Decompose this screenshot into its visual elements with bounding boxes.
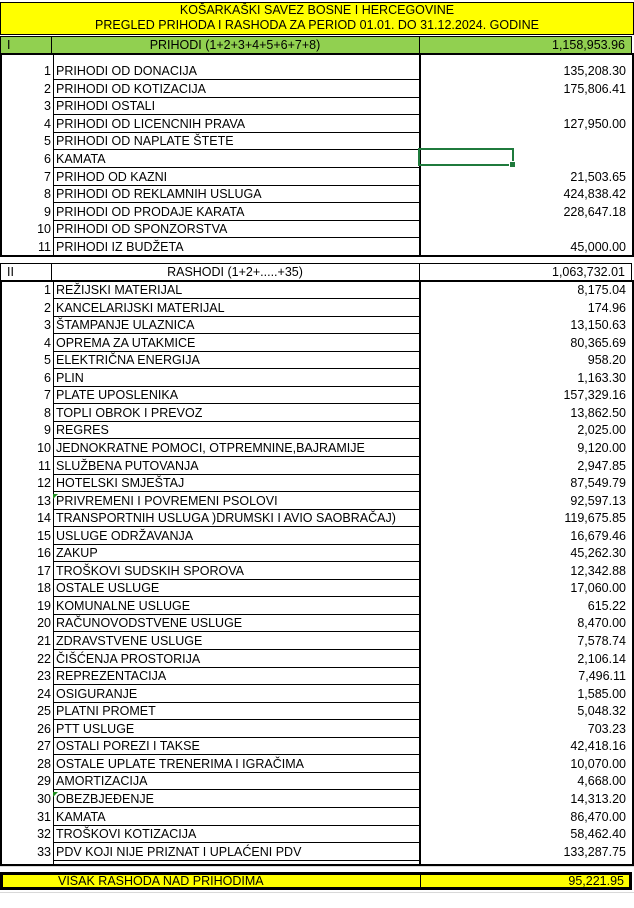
row-label: PRIHOD OD KAZNI <box>56 169 168 184</box>
row-label: TRANSPORTNIH USLUGA )DRUMSKI I AVIO SAOBRAČAJ) <box>56 511 396 526</box>
row-label: ELEKTRIČNA ENERGIJA <box>56 353 200 368</box>
col-divider <box>420 874 421 888</box>
row-label: OSTALI POREZI I TAKSE <box>56 739 200 754</box>
row-value: 45,262.30 <box>570 546 626 561</box>
row-number: 1 <box>44 64 51 78</box>
table-row[interactable] <box>2 98 632 115</box>
col-divider <box>51 264 52 280</box>
row-label: ZDRAVSTVENE USLUGE <box>56 634 203 648</box>
table-row[interactable] <box>2 703 632 720</box>
table-row[interactable] <box>2 809 632 826</box>
row-number: 9 <box>44 204 51 219</box>
table-row[interactable] <box>2 475 632 492</box>
row-label: KAMATA <box>56 152 106 166</box>
row-label: OSTALE USLUGE <box>56 581 160 596</box>
row-value: 14,313.20 <box>570 791 626 806</box>
row-value: 127,950.00 <box>563 116 626 131</box>
row-label: PRIHODI OD PRODAJE KARATA <box>56 204 245 219</box>
row-number: 5 <box>44 134 51 149</box>
table-row[interactable] <box>2 387 632 404</box>
table-row[interactable] <box>2 63 632 80</box>
row-value: 174.96 <box>587 300 626 315</box>
row-label: OPREMA ZA UTAKMICE <box>56 335 196 350</box>
row-label: SLUŽBENA PUTOVANJA <box>56 458 199 473</box>
row-number: 5 <box>44 353 51 368</box>
table-row[interactable] <box>2 791 632 808</box>
row-label: PLATE UPOSLENIKA <box>56 388 179 403</box>
row-number: 10 <box>37 222 51 237</box>
row-number: 33 <box>37 844 51 859</box>
table-row[interactable] <box>2 773 632 790</box>
row-value: 17,060.00 <box>570 581 626 596</box>
row-number: 8 <box>44 187 51 202</box>
row-number: 7 <box>44 169 51 184</box>
table-row[interactable] <box>2 204 632 221</box>
row-value: 9,120.00 <box>577 440 626 455</box>
gridline <box>0 892 634 893</box>
row-value: 958.20 <box>587 353 626 368</box>
row-label: OSTALE UPLATE TRENERIMA I IGRAČIMA <box>56 756 304 771</box>
table-row[interactable] <box>2 615 632 632</box>
row-number: 19 <box>37 598 51 613</box>
table-row[interactable] <box>2 221 632 238</box>
row-value: 157,329.16 <box>563 388 626 403</box>
row-number: 2 <box>44 81 51 96</box>
table-row[interactable] <box>2 633 632 650</box>
table-row[interactable] <box>2 133 632 150</box>
row-value: 8,470.00 <box>577 616 626 631</box>
row-number: 16 <box>37 546 51 561</box>
table-row[interactable] <box>2 651 632 668</box>
row-number: 20 <box>37 616 51 631</box>
table-row[interactable] <box>2 580 632 597</box>
row-value: 2,025.00 <box>577 423 626 438</box>
row-value: 703.23 <box>587 721 626 736</box>
row-number: 22 <box>37 651 51 666</box>
row-label: PRIHODI OD KOTIZACIJA <box>56 81 207 96</box>
row-label: PLATNI PROMET <box>56 704 156 719</box>
table-row[interactable] <box>2 186 632 203</box>
error-indicator-icon[interactable] <box>53 494 58 499</box>
table-row[interactable] <box>2 563 632 580</box>
row-label: PRIHODI OD DONACIJA <box>56 64 197 78</box>
table-row[interactable] <box>2 116 632 133</box>
row-number: 3 <box>44 318 51 333</box>
table-row[interactable] <box>2 239 632 256</box>
expense-total: 1,063,732.01 <box>552 265 625 279</box>
result-label: VIŠAK RASHODA NAD PRIHODIMA <box>58 874 264 888</box>
row-value: 45,000.00 <box>570 240 626 254</box>
row-label: KANCELARIJSKI MATERIJAL <box>56 300 225 315</box>
table-row[interactable] <box>2 169 632 186</box>
row-number: 21 <box>37 634 51 648</box>
row-value: 8,175.04 <box>577 283 626 297</box>
table-row[interactable] <box>2 440 632 457</box>
table-row[interactable] <box>2 493 632 510</box>
result-row[interactable] <box>0 872 632 890</box>
income-total-row[interactable] <box>0 36 632 54</box>
income-table <box>0 53 634 257</box>
row-label: ZAKUP <box>56 546 98 561</box>
row-value: 615.22 <box>587 598 626 613</box>
row-number: 25 <box>37 704 51 719</box>
row-number: 14 <box>37 511 51 526</box>
row-value: 228,647.18 <box>563 204 626 219</box>
row-number: 27 <box>37 739 51 754</box>
table-row[interactable] <box>2 826 632 843</box>
row-number: 31 <box>37 809 51 824</box>
row-label: OBEZBJEĐENJE <box>56 791 154 806</box>
row-number: 6 <box>44 370 51 385</box>
expense-roman: II <box>7 265 14 279</box>
row-number: 4 <box>44 335 51 350</box>
table-row[interactable] <box>2 335 632 352</box>
row-label: TROŠKOVI KOTIZACIJA <box>56 827 197 842</box>
table-row[interactable] <box>2 721 632 738</box>
row-value: 86,470.00 <box>570 809 626 824</box>
row-label: PTT USLUGE <box>56 721 135 736</box>
row-value: 13,862.50 <box>570 405 626 420</box>
expense-table <box>0 280 634 866</box>
row-label: PRIHODI IZ BUDŽETA <box>56 240 184 254</box>
income-title: PRIHODI (1+2+3+4+5+6+7+8) <box>149 38 321 52</box>
col-divider <box>51 37 52 53</box>
table-row[interactable] <box>2 598 632 615</box>
row-label: KOMUNALNE USLUGE <box>56 598 191 613</box>
row-value: 92,597.13 <box>570 493 626 508</box>
table-row[interactable] <box>2 151 632 168</box>
row-label: PRIHODI OD REKLAMNIH USLUGA <box>56 187 262 202</box>
row-number: 4 <box>44 116 51 131</box>
row-value: 119,675.85 <box>564 511 626 526</box>
row-number: 3 <box>44 99 51 114</box>
col-divider <box>419 37 420 53</box>
table-row[interactable] <box>2 545 632 562</box>
row-label: JEDNOKRATNE POMOCI, OTPREMNINE,BAJRAMIJE <box>56 440 365 455</box>
row-value: 2,947.85 <box>577 458 626 473</box>
row-label: OSIGURANJE <box>56 686 138 701</box>
row-number: 18 <box>37 581 51 596</box>
cell-selection[interactable] <box>418 148 514 166</box>
row-value: 7,496.11 <box>578 669 626 684</box>
row-number: 17 <box>37 563 51 578</box>
row-value: 80,365.69 <box>570 335 626 350</box>
row-label: REŽIJSKI MATERIJAL <box>56 283 183 297</box>
row-number: 11 <box>38 458 51 473</box>
row-value: 42,418.16 <box>570 739 626 754</box>
table-row[interactable] <box>2 352 632 369</box>
row-label: PRIVREMENI I POVREMENI PSOLOVI <box>56 493 278 508</box>
row-gridline <box>54 255 420 256</box>
row-label: PRIHODI OD NAPLATE ŠTETE <box>56 134 234 149</box>
row-label: ŠTAMPANJE ULAZNICA <box>56 318 195 333</box>
row-value: 135,208.30 <box>563 64 626 78</box>
row-number: 24 <box>37 686 51 701</box>
row-number: 12 <box>37 476 51 491</box>
row-value: 13,150.63 <box>570 318 626 333</box>
table-row[interactable] <box>2 317 632 334</box>
table-row[interactable] <box>2 300 632 317</box>
row-value: 16,679.46 <box>570 528 626 543</box>
row-number: 9 <box>44 423 51 438</box>
row-label: ČIŠĆENJA PROSTORIJA <box>56 651 201 666</box>
table-row[interactable] <box>2 686 632 703</box>
row-value: 1,585.00 <box>577 686 626 701</box>
row-label: PLIN <box>56 370 84 385</box>
row-label: USLUGE ODRŽAVANJA <box>56 528 194 543</box>
row-number: 30 <box>37 791 51 806</box>
row-number: 13 <box>37 493 51 508</box>
row-value: 21,503.65 <box>570 169 626 184</box>
table-row[interactable] <box>2 282 632 299</box>
table-row[interactable] <box>2 756 632 773</box>
row-label: AMORTIZACIJA <box>56 774 148 789</box>
row-label: TROŠKOVI SUDSKIH SPOROVA <box>56 563 245 578</box>
gridline <box>0 866 634 867</box>
row-number: 2 <box>44 300 51 315</box>
income-roman: I <box>7 38 11 52</box>
table-row[interactable] <box>2 528 632 545</box>
row-value: 2,106.14 <box>577 651 626 666</box>
row-number: 8 <box>44 405 51 420</box>
row-number: 10 <box>37 440 51 455</box>
row-number: 32 <box>37 827 51 842</box>
row-value: 4,668.00 <box>577 774 626 789</box>
table-row[interactable] <box>2 458 632 475</box>
report-org-title[interactable]: KOŠARKAŠKI SAVEZ BOSNE I HERCEGOVINE <box>0 2 634 19</box>
table-row[interactable] <box>2 370 632 387</box>
table-row[interactable] <box>2 844 632 861</box>
error-indicator-icon[interactable] <box>53 792 58 797</box>
row-number: 1 <box>44 283 51 297</box>
row-value: 5,048.32 <box>577 704 626 719</box>
row-label: REPREZENTACIJA <box>56 669 167 684</box>
row-label: REGRES <box>56 423 109 438</box>
row-gridline <box>54 860 420 861</box>
row-value: 58,462.40 <box>570 827 626 842</box>
row-label: PRIHODI OD LICENCNIH PRAVA <box>56 116 246 131</box>
table-row[interactable] <box>2 738 632 755</box>
row-value: 7,578.74 <box>577 634 626 648</box>
table-row[interactable] <box>2 405 632 422</box>
row-label: HOTELSKI SMJEŠTAJ <box>56 476 185 491</box>
row-number: 29 <box>37 774 51 789</box>
col-divider <box>419 264 420 280</box>
row-value: 133,287.75 <box>563 844 626 859</box>
row-label: TOPLI OBROK I PREVOZ <box>56 405 203 420</box>
expense-title: RASHODI (1+2+.....+35) <box>167 265 303 279</box>
row-value: 424,838.42 <box>563 187 626 202</box>
row-label: PRIHODI OSTALI <box>56 99 156 114</box>
row-number: 23 <box>37 669 51 684</box>
table-row[interactable] <box>2 81 632 98</box>
row-number: 11 <box>38 240 51 254</box>
row-number: 28 <box>37 756 51 771</box>
row-value: 175,806.41 <box>563 81 626 96</box>
table-row[interactable] <box>2 510 632 527</box>
row-label: KAMATA <box>56 809 106 824</box>
report-period-title[interactable]: PREGLED PRIHODA I RASHODA ZA PERIOD 01.01. DO 31.12.2024. GODINE <box>0 18 634 35</box>
row-label: RAČUNOVODSTVENE USLUGE <box>56 616 243 631</box>
row-value: 12,342.88 <box>570 563 626 578</box>
row-number: 26 <box>37 721 51 736</box>
fill-handle[interactable] <box>509 161 516 168</box>
table-row[interactable] <box>2 668 632 685</box>
table-row[interactable] <box>2 422 632 439</box>
row-label: PRIHODI OD SPONZORSTVA <box>56 222 228 237</box>
row-number: 6 <box>44 152 51 166</box>
row-value: 10,070.00 <box>570 756 626 771</box>
expense-total-row[interactable] <box>0 263 632 281</box>
row-value: 87,549.79 <box>570 476 626 491</box>
row-label: PDV KOJI NIJE PRIZNAT I UPLAĆENI PDV <box>56 844 302 859</box>
row-value: 1,163.30 <box>577 370 626 385</box>
result-value: 95,221.95 <box>568 874 624 888</box>
row-number: 15 <box>37 528 51 543</box>
row-number: 7 <box>44 388 51 403</box>
income-total: 1,158,953.96 <box>552 38 625 52</box>
